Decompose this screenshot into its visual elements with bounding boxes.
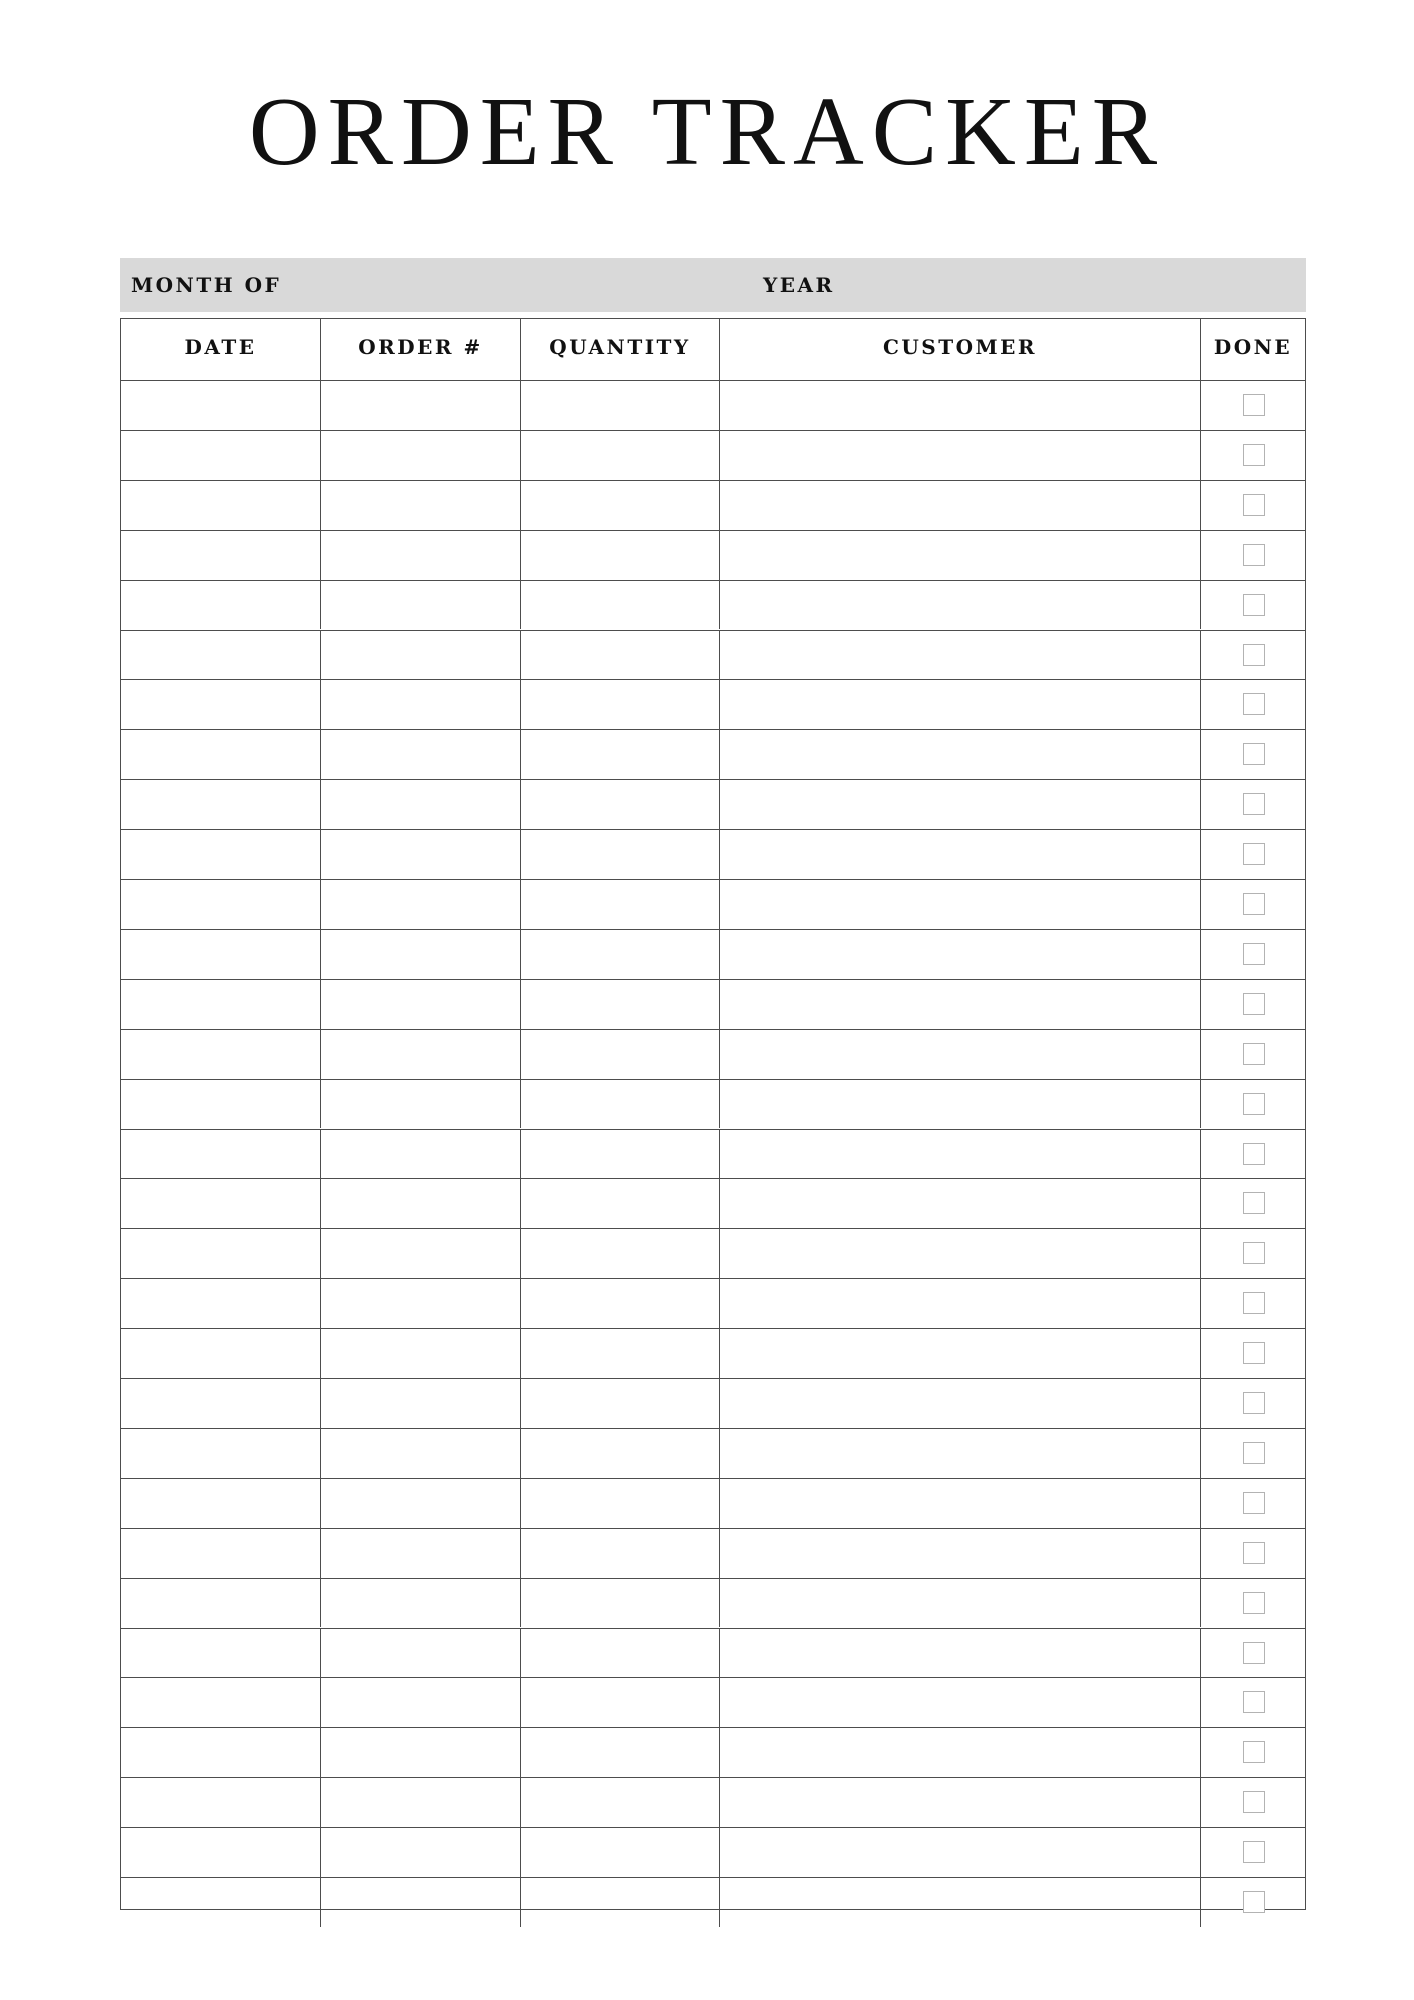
- done-checkbox[interactable]: [1243, 1242, 1265, 1264]
- cell-done: [1201, 381, 1305, 430]
- cell-customer[interactable]: [720, 1379, 1201, 1428]
- cell-done: [1201, 680, 1305, 729]
- cell-quantity[interactable]: [521, 1629, 720, 1678]
- table-row: [121, 1328, 1305, 1378]
- cell-customer[interactable]: [720, 680, 1201, 729]
- cell-order-number[interactable]: [321, 730, 521, 779]
- cell-customer[interactable]: [720, 381, 1201, 430]
- cell-done: [1201, 930, 1305, 979]
- table-row: [121, 979, 1305, 1029]
- cell-order-number[interactable]: [321, 1579, 521, 1628]
- cell-done: [1201, 1329, 1305, 1378]
- month-year-bar: [120, 258, 1306, 312]
- done-checkbox[interactable]: [1243, 544, 1265, 566]
- table-row: [121, 1478, 1305, 1528]
- cell-quantity[interactable]: [521, 1130, 720, 1179]
- done-checkbox[interactable]: [1243, 943, 1265, 965]
- cell-customer[interactable]: [720, 1629, 1201, 1678]
- cell-order-number[interactable]: [321, 531, 521, 580]
- done-checkbox[interactable]: [1243, 1691, 1265, 1713]
- done-checkbox[interactable]: [1243, 494, 1265, 516]
- table-row: [121, 1877, 1305, 1927]
- cell-date[interactable]: [121, 1629, 321, 1678]
- column-header-order-number: [321, 319, 521, 380]
- cell-customer[interactable]: [720, 1878, 1201, 1927]
- cell-quantity[interactable]: [521, 1579, 720, 1628]
- done-checkbox[interactable]: [1243, 1741, 1265, 1763]
- cell-done: [1201, 1429, 1305, 1478]
- cell-done: [1201, 1728, 1305, 1777]
- cell-done: [1201, 980, 1305, 1029]
- cell-done: [1201, 1579, 1305, 1628]
- cell-done: [1201, 780, 1305, 829]
- cell-order-number[interactable]: [321, 1529, 521, 1578]
- table-row: [121, 1029, 1305, 1079]
- cell-date[interactable]: [121, 1130, 321, 1179]
- cell-customer[interactable]: [720, 581, 1201, 630]
- cell-done: [1201, 1678, 1305, 1727]
- cell-done: [1201, 1479, 1305, 1528]
- cell-quantity[interactable]: [521, 1379, 720, 1428]
- done-checkbox[interactable]: [1243, 394, 1265, 416]
- cell-done: [1201, 581, 1305, 630]
- cell-quantity[interactable]: [521, 930, 720, 979]
- cell-customer[interactable]: [720, 1579, 1201, 1628]
- table-row: [121, 879, 1305, 929]
- cell-quantity[interactable]: [521, 880, 720, 929]
- cell-customer[interactable]: [720, 880, 1201, 929]
- cell-date[interactable]: [121, 1579, 321, 1628]
- cell-order-number[interactable]: [321, 1329, 521, 1378]
- table-row: [121, 380, 1305, 430]
- cell-customer[interactable]: [720, 1229, 1201, 1278]
- cell-customer[interactable]: [720, 1529, 1201, 1578]
- order-table: [120, 318, 1306, 1910]
- cell-order-number[interactable]: [321, 381, 521, 430]
- cell-quantity[interactable]: [521, 631, 720, 680]
- cell-customer[interactable]: [720, 930, 1201, 979]
- done-checkbox[interactable]: [1243, 843, 1265, 865]
- cell-order-number[interactable]: [321, 830, 521, 879]
- cell-quantity[interactable]: [521, 531, 720, 580]
- done-checkbox[interactable]: [1243, 1592, 1265, 1614]
- cell-order-number[interactable]: [321, 1828, 521, 1877]
- cell-done: [1201, 1279, 1305, 1328]
- cell-done: [1201, 531, 1305, 580]
- table-row: [121, 1578, 1305, 1628]
- done-checkbox[interactable]: [1243, 1841, 1265, 1863]
- cell-customer[interactable]: [720, 830, 1201, 879]
- month-of-field[interactable]: [290, 266, 750, 304]
- cell-quantity[interactable]: [521, 381, 720, 430]
- cell-done: [1201, 631, 1305, 680]
- cell-customer[interactable]: [720, 1828, 1201, 1877]
- cell-date[interactable]: [121, 1678, 321, 1727]
- cell-customer[interactable]: [720, 1130, 1201, 1179]
- cell-customer[interactable]: [720, 1778, 1201, 1827]
- column-header-label: ORDER #: [358, 335, 483, 359]
- table-row: [121, 1129, 1305, 1179]
- cell-customer[interactable]: [720, 730, 1201, 779]
- cell-quantity[interactable]: [521, 1279, 720, 1328]
- cell-customer[interactable]: [720, 1728, 1201, 1777]
- year-field[interactable]: [855, 266, 1295, 304]
- cell-customer[interactable]: [720, 1479, 1201, 1528]
- cell-customer[interactable]: [720, 631, 1201, 680]
- done-checkbox[interactable]: [1243, 743, 1265, 765]
- done-checkbox[interactable]: [1243, 1791, 1265, 1813]
- cell-quantity[interactable]: [521, 1479, 720, 1528]
- done-checkbox[interactable]: [1243, 993, 1265, 1015]
- cell-quantity[interactable]: [521, 1030, 720, 1079]
- cell-customer[interactable]: [720, 1678, 1201, 1727]
- table-row: [121, 580, 1305, 630]
- cell-date[interactable]: [121, 1329, 321, 1378]
- cell-quantity[interactable]: [521, 1529, 720, 1578]
- column-header-done: [1201, 319, 1305, 380]
- table-row: [121, 829, 1305, 879]
- table-row: [121, 1727, 1305, 1777]
- cell-quantity[interactable]: [521, 1179, 720, 1228]
- cell-date[interactable]: [121, 1429, 321, 1478]
- table-header-row: [121, 319, 1305, 380]
- cell-order-number[interactable]: [321, 1479, 521, 1528]
- cell-quantity[interactable]: [521, 431, 720, 480]
- cell-done: [1201, 1130, 1305, 1179]
- cell-quantity[interactable]: [521, 730, 720, 779]
- cell-date[interactable]: [121, 1878, 321, 1927]
- column-header-label: DONE: [1213, 335, 1293, 359]
- cell-date[interactable]: [121, 381, 321, 430]
- done-checkbox[interactable]: [1243, 444, 1265, 466]
- cell-order-number[interactable]: [321, 880, 521, 929]
- cell-customer[interactable]: [720, 1329, 1201, 1378]
- column-header-label: QUANTITY: [549, 335, 691, 359]
- done-checkbox[interactable]: [1243, 1043, 1265, 1065]
- cell-quantity[interactable]: [521, 1229, 720, 1278]
- table-row: [121, 1378, 1305, 1428]
- cell-date[interactable]: [121, 1080, 321, 1129]
- table-row: [121, 480, 1305, 530]
- done-checkbox[interactable]: [1243, 1542, 1265, 1564]
- cell-order-number[interactable]: [321, 1878, 521, 1927]
- cell-date[interactable]: [121, 1179, 321, 1228]
- cell-date[interactable]: [121, 531, 321, 580]
- cell-order-number[interactable]: [321, 1728, 521, 1777]
- cell-quantity[interactable]: [521, 1429, 720, 1478]
- cell-date[interactable]: [121, 930, 321, 979]
- cell-quantity[interactable]: [521, 780, 720, 829]
- done-checkbox[interactable]: [1243, 1492, 1265, 1514]
- cell-date[interactable]: [121, 1229, 321, 1278]
- cell-customer[interactable]: [720, 980, 1201, 1029]
- cell-date[interactable]: [121, 1479, 321, 1528]
- column-header-quantity: [521, 319, 720, 380]
- column-header-label: CUSTOMER: [882, 335, 1038, 359]
- cell-quantity[interactable]: [521, 1878, 720, 1927]
- cell-order-number[interactable]: [321, 780, 521, 829]
- table-row: [121, 1528, 1305, 1578]
- cell-date[interactable]: [121, 780, 321, 829]
- table-row: [121, 1628, 1305, 1678]
- cell-date[interactable]: [121, 880, 321, 929]
- cell-customer[interactable]: [720, 431, 1201, 480]
- table-row: [121, 729, 1305, 779]
- cell-done: [1201, 1629, 1305, 1678]
- cell-done: [1201, 431, 1305, 480]
- table-row: [121, 779, 1305, 829]
- table-row: [121, 929, 1305, 979]
- cell-date[interactable]: [121, 980, 321, 1029]
- table-row: [121, 1228, 1305, 1278]
- cell-customer[interactable]: [720, 531, 1201, 580]
- cell-done: [1201, 1229, 1305, 1278]
- cell-quantity[interactable]: [521, 1728, 720, 1777]
- cell-quantity[interactable]: [521, 1778, 720, 1827]
- cell-done: [1201, 830, 1305, 879]
- column-header-label: DATE: [184, 335, 257, 359]
- cell-done: [1201, 1080, 1305, 1129]
- cell-done: [1201, 481, 1305, 530]
- done-checkbox[interactable]: [1243, 644, 1265, 666]
- cell-order-number[interactable]: [321, 1629, 521, 1678]
- done-checkbox[interactable]: [1243, 1642, 1265, 1664]
- cell-customer[interactable]: [720, 1279, 1201, 1328]
- cell-date[interactable]: [121, 680, 321, 729]
- cell-order-number[interactable]: [321, 431, 521, 480]
- cell-quantity[interactable]: [521, 830, 720, 879]
- cell-done: [1201, 730, 1305, 779]
- cell-order-number[interactable]: [321, 1080, 521, 1129]
- cell-order-number[interactable]: [321, 1678, 521, 1727]
- cell-quantity[interactable]: [521, 581, 720, 630]
- cell-quantity[interactable]: [521, 1678, 720, 1727]
- column-header-customer: [720, 319, 1201, 380]
- cell-customer[interactable]: [720, 1179, 1201, 1228]
- column-header-date: [121, 319, 321, 380]
- cell-done: [1201, 1778, 1305, 1827]
- cell-customer[interactable]: [720, 1080, 1201, 1129]
- done-checkbox[interactable]: [1243, 1891, 1265, 1913]
- cell-order-number[interactable]: [321, 980, 521, 1029]
- cell-date[interactable]: [121, 1778, 321, 1827]
- cell-customer[interactable]: [720, 780, 1201, 829]
- cell-date[interactable]: [121, 581, 321, 630]
- done-checkbox[interactable]: [1243, 893, 1265, 915]
- cell-order-number[interactable]: [321, 1429, 521, 1478]
- done-checkbox[interactable]: [1243, 693, 1265, 715]
- cell-order-number[interactable]: [321, 1279, 521, 1328]
- cell-quantity[interactable]: [521, 481, 720, 530]
- cell-customer[interactable]: [720, 1429, 1201, 1478]
- cell-done: [1201, 1529, 1305, 1578]
- table-row: [121, 1278, 1305, 1328]
- cell-date[interactable]: [121, 1379, 321, 1428]
- done-checkbox[interactable]: [1243, 793, 1265, 815]
- done-checkbox[interactable]: [1243, 1192, 1265, 1214]
- cell-done: [1201, 1878, 1305, 1927]
- cell-done: [1201, 1179, 1305, 1228]
- cell-date[interactable]: [121, 730, 321, 779]
- cell-order-number[interactable]: [321, 631, 521, 680]
- cell-date[interactable]: [121, 1030, 321, 1079]
- cell-order-number[interactable]: [321, 680, 521, 729]
- cell-done: [1201, 1828, 1305, 1877]
- cell-quantity[interactable]: [521, 1828, 720, 1877]
- cell-order-number[interactable]: [321, 1778, 521, 1827]
- cell-date[interactable]: [121, 830, 321, 879]
- table-row: [121, 1079, 1305, 1129]
- page-title: ORDER TRACKER: [248, 78, 1166, 186]
- table-row: [121, 1428, 1305, 1478]
- table-row: [121, 679, 1305, 729]
- cell-order-number[interactable]: [321, 1379, 521, 1428]
- year-label: YEAR: [763, 273, 835, 297]
- cell-order-number[interactable]: [321, 1130, 521, 1179]
- cell-date[interactable]: [121, 1529, 321, 1578]
- cell-date[interactable]: [121, 1728, 321, 1777]
- done-checkbox[interactable]: [1243, 594, 1265, 616]
- cell-quantity[interactable]: [521, 1329, 720, 1378]
- table-row: [121, 430, 1305, 480]
- done-checkbox[interactable]: [1243, 1442, 1265, 1464]
- table-row: [121, 1178, 1305, 1228]
- cell-date[interactable]: [121, 1279, 321, 1328]
- cell-date[interactable]: [121, 1828, 321, 1877]
- cell-customer[interactable]: [720, 481, 1201, 530]
- month-of-label: MONTH OF: [131, 273, 282, 297]
- cell-quantity[interactable]: [521, 980, 720, 1029]
- cell-order-number[interactable]: [321, 1030, 521, 1079]
- cell-order-number[interactable]: [321, 481, 521, 530]
- cell-quantity[interactable]: [521, 680, 720, 729]
- done-checkbox[interactable]: [1243, 1342, 1265, 1364]
- done-checkbox[interactable]: [1243, 1143, 1265, 1165]
- table-row: [121, 530, 1305, 580]
- table-row: [121, 1827, 1305, 1877]
- done-checkbox[interactable]: [1243, 1292, 1265, 1314]
- cell-order-number[interactable]: [321, 1179, 521, 1228]
- done-checkbox[interactable]: [1243, 1392, 1265, 1414]
- table-row: [121, 630, 1305, 680]
- table-row: [121, 1777, 1305, 1827]
- cell-date[interactable]: [121, 431, 321, 480]
- table-row: [121, 1677, 1305, 1727]
- cell-quantity[interactable]: [521, 1080, 720, 1129]
- cell-date[interactable]: [121, 631, 321, 680]
- cell-order-number[interactable]: [321, 1229, 521, 1278]
- cell-done: [1201, 880, 1305, 929]
- done-checkbox[interactable]: [1243, 1093, 1265, 1115]
- cell-done: [1201, 1030, 1305, 1079]
- cell-date[interactable]: [121, 481, 321, 530]
- cell-customer[interactable]: [720, 1030, 1201, 1079]
- cell-order-number[interactable]: [321, 930, 521, 979]
- cell-done: [1201, 1379, 1305, 1428]
- cell-order-number[interactable]: [321, 581, 521, 630]
